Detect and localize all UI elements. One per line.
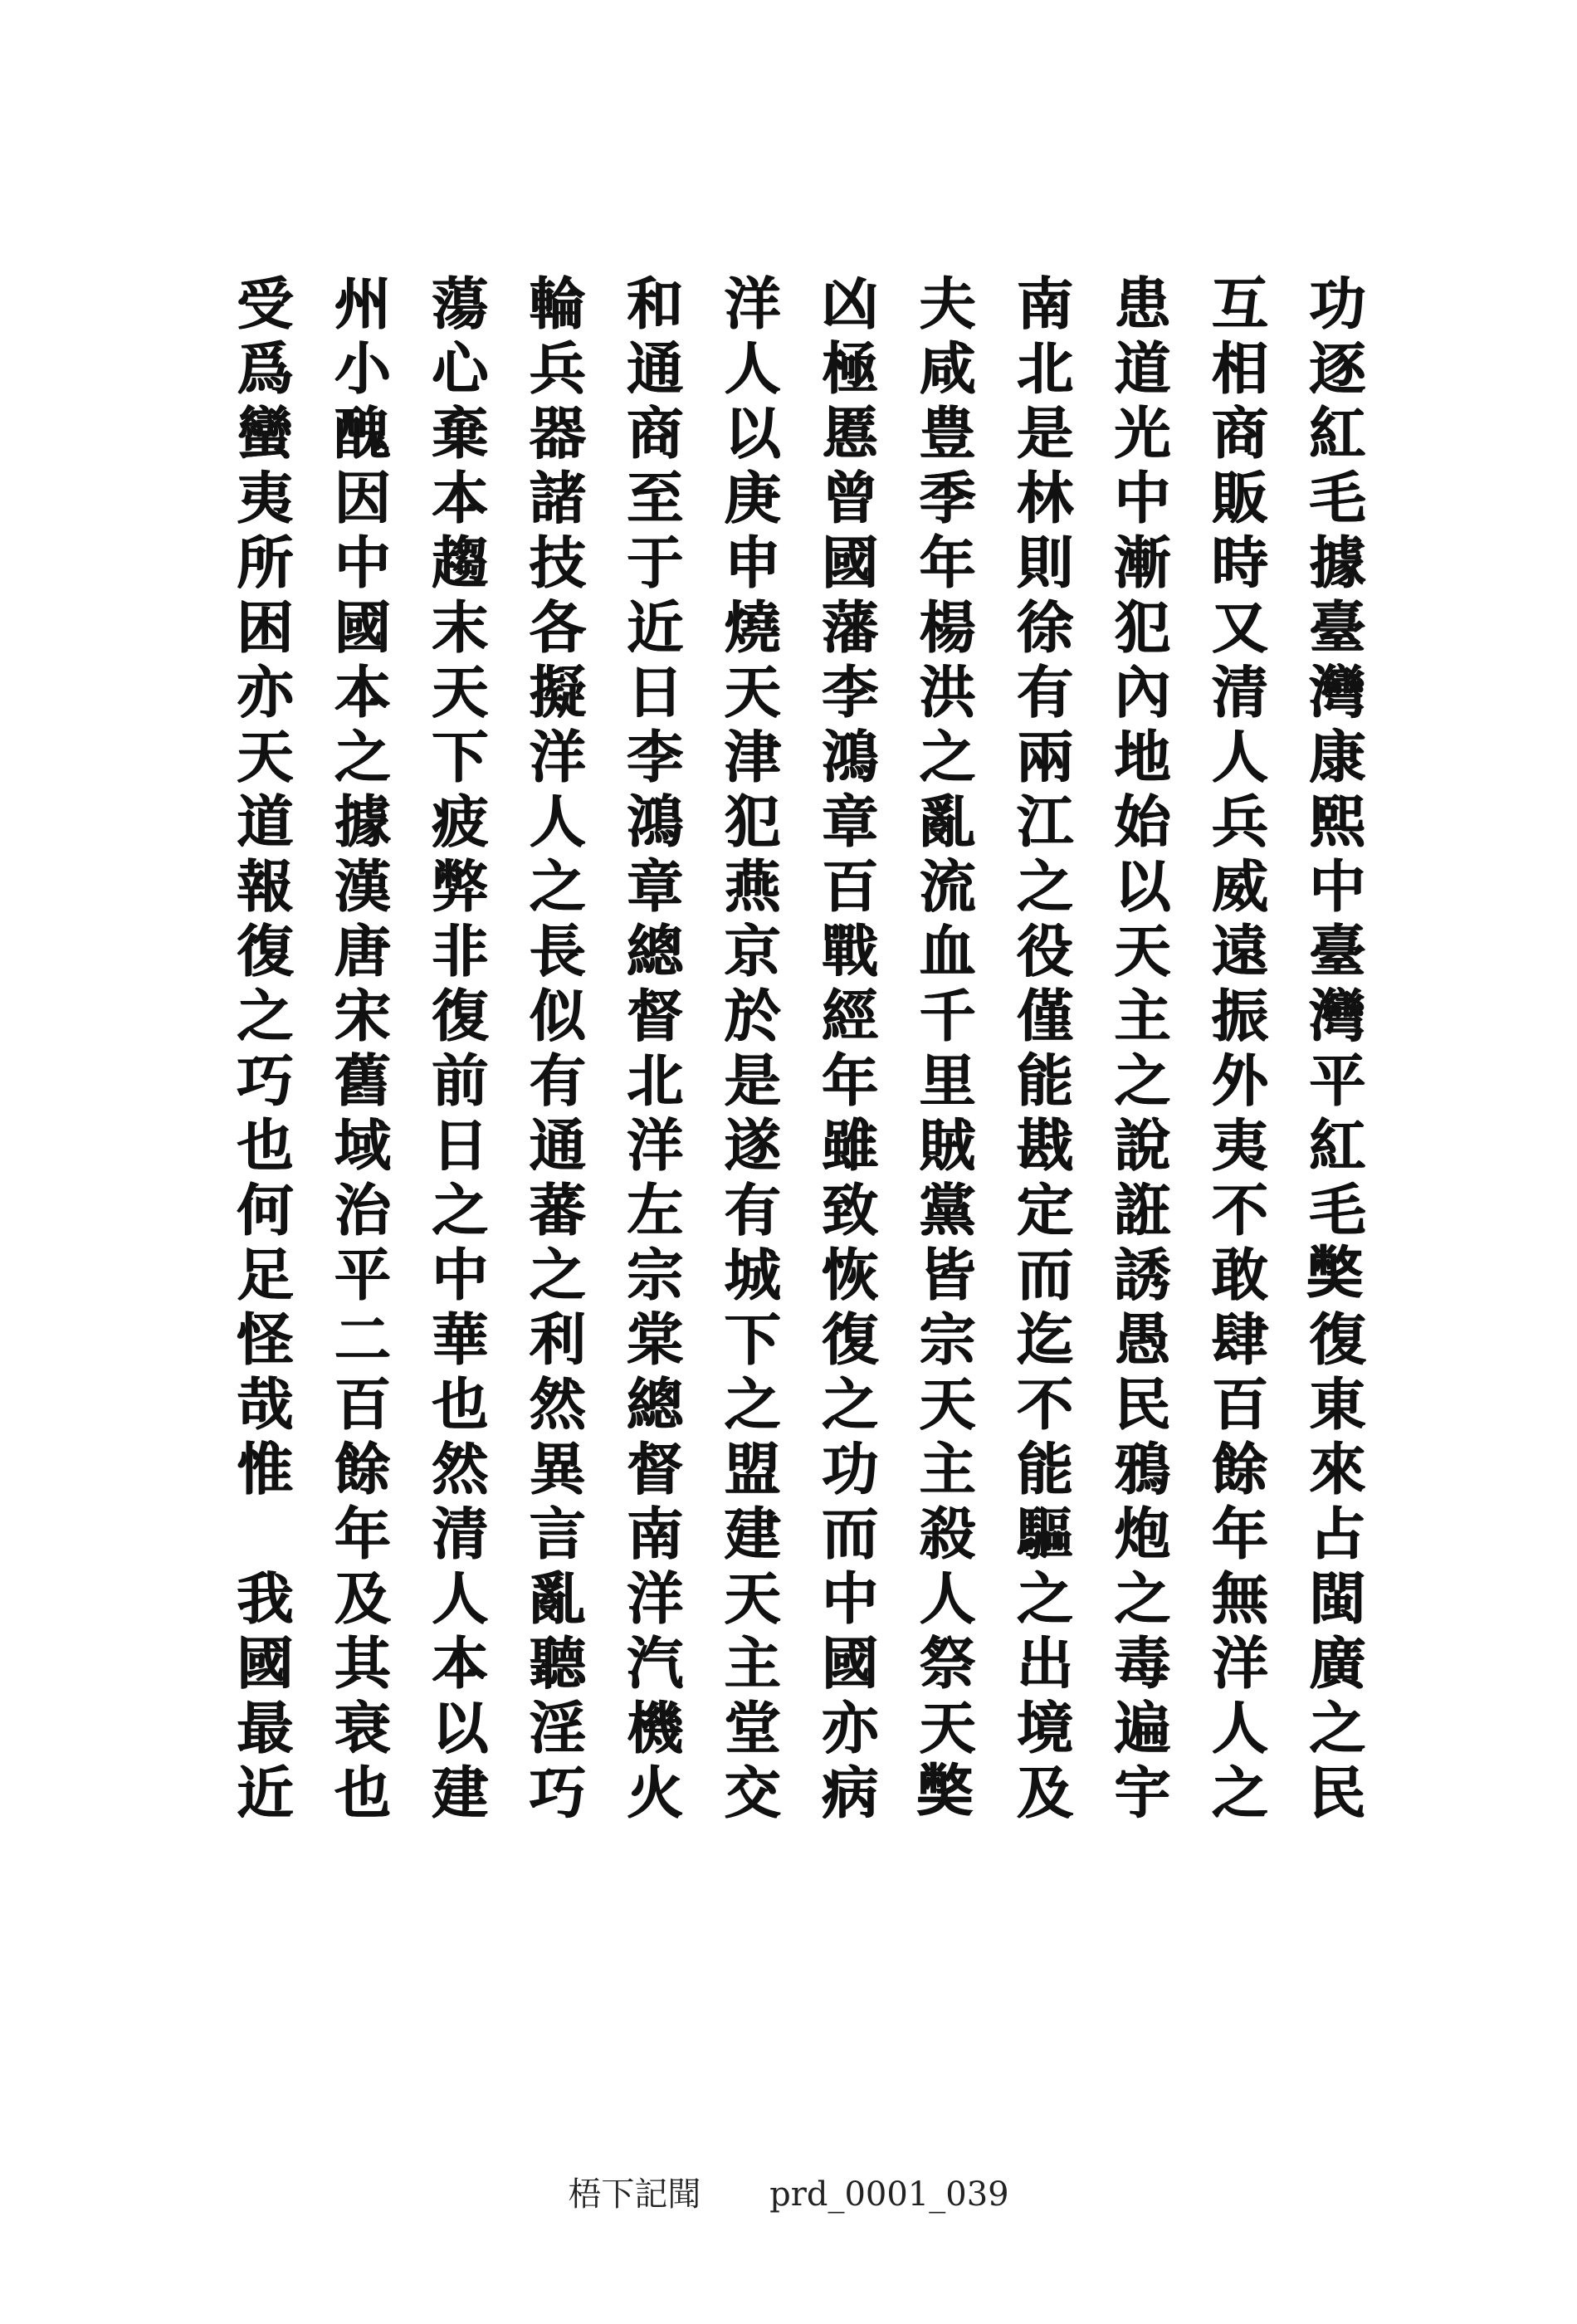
manuscript-column: 夫咸豊季年楊洪之亂流血千里賊黨皆宗天主殺人祭天𡚁 [910,274,977,1828]
page-footer [0,2168,1577,2215]
manuscript-column: 互相商販時又清人兵威遠振外夷不敢肆百餘年無洋人之 [1202,274,1269,1828]
manuscript-column: 南北是林則徐有兩江之役僅能戡定而迄不能驅之出境及 [1007,274,1074,1828]
manuscript-column: 輪兵器諸技各擬洋人之長似有通蕃之利然異言亂聽淫巧 [520,274,587,1828]
book-title: 梧下記聞 [568,2175,701,2214]
manuscript-text-block [227,274,1366,1892]
page-identifier: prd_0001_039 [769,2175,1009,2214]
manuscript-column: 洋人以庚申燒天津犯燕京於是遂有城下之盟建天主堂交 [715,274,782,1828]
manuscript-column: 患道光中漸犯內地始以天主之說誑誘愚民鴉炮之毒遍宇 [1105,274,1172,1828]
manuscript-column: 州小醜因中國本之據漢唐宋舊域治平二百餘年及其衰也 [325,274,392,1828]
manuscript-column: 凶極慝曾國藩李鴻章百戰經年雖致恢復之功而中國亦病 [812,274,879,1828]
manuscript-column: 功逐紅毛據臺灣康熙中臺灣平紅毛𡚁復東來占閩廣之民 [1299,274,1366,1828]
manuscript-column: 蕩心棄本趨末天下疲弊非復前日之中華也然清人本以建 [422,274,489,1828]
manuscript-column: 和通商至于近日李鴻章總督北洋左宗棠總督南洋汽機火 [617,274,684,1828]
manuscript-column: 受爲蠻夷所困亦天道報復之巧也何足怪哉惟 我國最近 [227,274,294,1828]
